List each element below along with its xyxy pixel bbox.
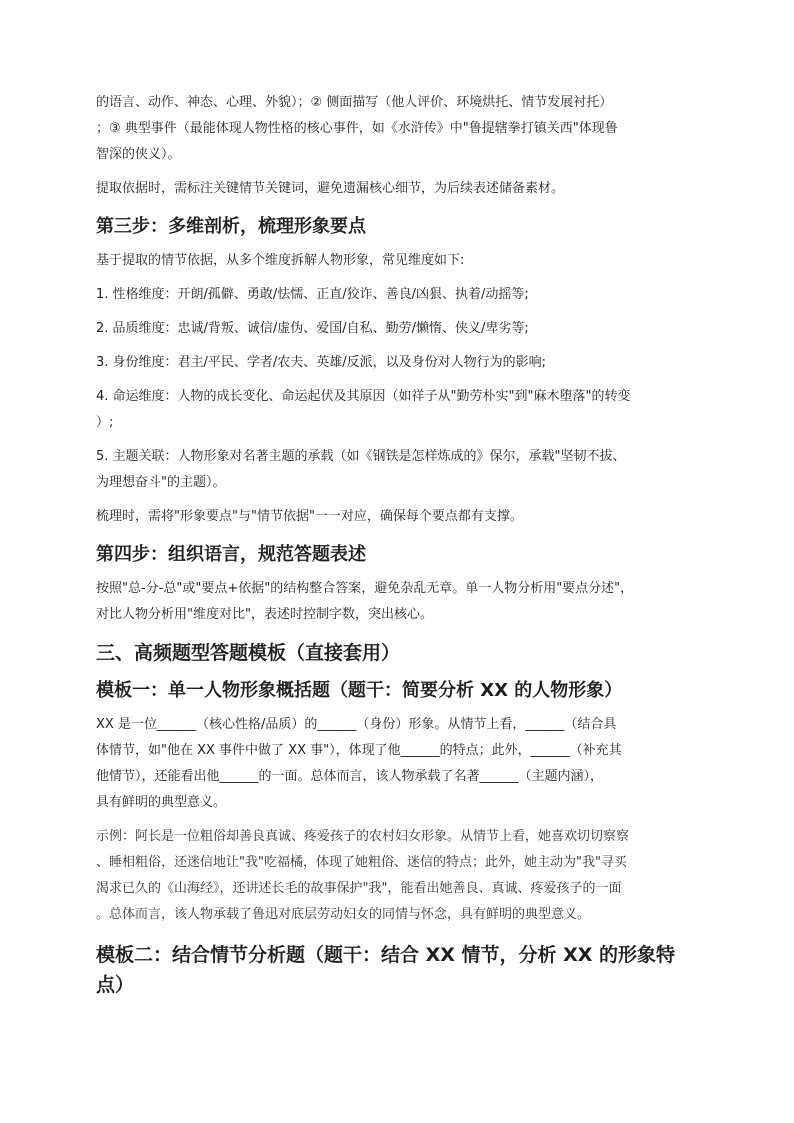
template2-heading-line-2: 点） xyxy=(96,974,135,996)
intro-line-1: 的语言、动作、神态、心理、外貌）；② 侧面描写（他人评价、环境烘托、情节发展衬托） xyxy=(96,95,613,110)
step3-note: 梳理时，需将"形象要点"与"情节依据"一一对应，确保每个要点都有支撑。 xyxy=(96,509,523,524)
section3-heading: 三、高频题型答题模板（直接套用） xyxy=(96,642,401,664)
template1-line-1: XX 是一位______（核心性格/品质）的______（身份）形象。从情节上看，______（结合具 xyxy=(96,717,617,732)
step3-heading: 第三步：多维剖析，梳理形象要点 xyxy=(96,216,366,237)
step4-heading: 第四步：组织语言，规范答题表述 xyxy=(96,544,366,565)
document-page xyxy=(96,90,700,1000)
template1-example-line-2: 、睡相粗俗，还迷信地让"我"吃福橘，体现了她粗俗、迷信的特点；此外，她主动为"我"寻买 xyxy=(96,855,627,870)
step3-item-5a: 5. 主题关联：人物形象对名著主题的承载（如《钢铁是怎样炼成的》保尔，承载"坚韧不拔、 xyxy=(96,449,626,464)
template1-line-3: 他情节），还能看出他______的一面。总体而言，该人物承载了名著______（主题内涵）， xyxy=(96,769,604,784)
step3-lead: 基于提取的情节依据，从多个维度拆解人物形象，常见维度如下: xyxy=(96,253,465,268)
intro-line-4: 提取依据时，需标注关键情节关键词，避免遗漏核心细节，为后续表述储备素材。 xyxy=(96,181,565,196)
step3-item-2: 2. 品质维度：忠诚/背叛、诚信/虚伪、爱国/自私、勤劳/懒惰、侠义/卑劣等; xyxy=(96,321,529,336)
step3-item-3: 3. 身份维度：君主/平民、学者/农夫、英雄/反派，以及身份对人物行为的影响; xyxy=(96,355,547,370)
step3-item-1: 1. 性格维度：开朗/孤僻、勇敢/怯懦、正直/狡诈、善良/凶狠、执着/动摇等; xyxy=(96,287,529,302)
template1-example-line-1: 示例：阿长是一位粗俗却善良真诚、疼爱孩子的农村妇女形象。从情节上看，她喜欢切切察察 xyxy=(96,829,630,844)
step4-line-1: 按照"总-分-总"或"要点+依据"的结构整合答案，避免杂乱无章。单一人物分析用"要点分述"， xyxy=(96,581,634,596)
template1-heading: 模板一：单一人物形象概括题（题干：简要分析 XX 的人物形象） xyxy=(96,680,623,701)
template1-example-line-3: 渴求已久的《山海经》，还讲述长毛的故事保护"我"，能看出她善良、真诚、疼爱孩子的一面 xyxy=(96,881,622,896)
template1-line-2: 体情节，如"他在 XX 事件中做了 XX 事"），体现了他______的特点；此外，______（补充其 xyxy=(96,743,622,758)
intro-line-3: 智深的侠义）。 xyxy=(96,147,181,162)
step4-line-2: 对比人物分析用"维度对比"，表述时控制字数，突出核心。 xyxy=(96,607,433,622)
step3-item-5b: 为理想奋斗"的主题）。 xyxy=(96,475,226,490)
template1-line-4: 具有鲜明的典型意义。 xyxy=(96,795,227,810)
template2-heading-line-1: 模板二：结合情节分析题（题干：结合 XX 情节，分析 XX 的形象特 xyxy=(96,944,676,966)
step3-item-4a: 4. 命运维度：人物的成长变化、命运起伏及其原因（如祥子从"勤劳朴实"到"麻木堕落"的转变 xyxy=(96,389,631,404)
intro-line-2: ；③ 典型事件（最能体现人物性格的核心事件，如《水浒传》中"鲁提辖拳打镇关西"体现鲁 xyxy=(96,121,618,136)
template1-example-line-4: 。总体而言，该人物承载了鲁迅对底层劳动妇女的同情与怀念，具有鲜明的典型意义。 xyxy=(96,907,591,922)
step3-item-4b: ）; xyxy=(96,415,114,430)
